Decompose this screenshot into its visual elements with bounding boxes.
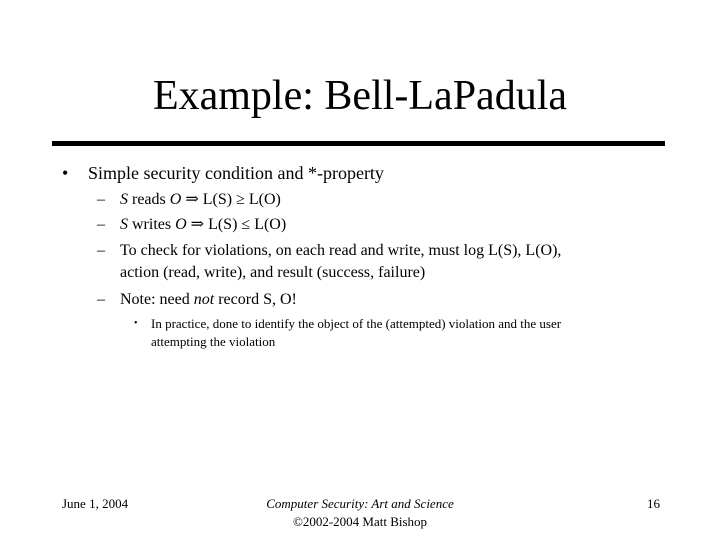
note-emphasis: not bbox=[193, 291, 215, 308]
sub-bullet-note bbox=[120, 289, 297, 311]
practice-note-line2: attempting the violation bbox=[151, 334, 276, 349]
writes-rule: ⇒ L(S) ≤ L(O) bbox=[186, 216, 287, 233]
note-suffix: record S, O! bbox=[214, 291, 297, 308]
bullet-dot: • bbox=[62, 163, 69, 183]
dash-marker: – bbox=[97, 191, 105, 208]
slide-title: Example: Bell-LaPadula bbox=[152, 73, 568, 119]
subject-symbol: S bbox=[120, 216, 128, 233]
footer-center bbox=[200, 495, 520, 531]
subject-symbol: S bbox=[120, 191, 128, 208]
reads-rule: ⇒ L(S) ≥ L(O) bbox=[181, 191, 281, 208]
small-bullet-dot: • bbox=[134, 318, 138, 329]
practice-note-line1: In practice, done to identify the object of the (attempted) violation and the user bbox=[151, 316, 562, 331]
footer-book-title: Computer Security: Art and Science bbox=[266, 496, 454, 511]
dash-marker: – bbox=[97, 242, 105, 259]
dash-marker: – bbox=[97, 291, 105, 308]
sub-bullet-violations-line2: action (read, write), and result (success, failure) bbox=[120, 264, 426, 281]
reads-word: reads bbox=[128, 191, 170, 208]
main-bullet-text: Simple security condition and *-property bbox=[88, 163, 384, 183]
object-symbol: O bbox=[169, 191, 182, 208]
footer-date: June 1, 2004 bbox=[62, 496, 129, 511]
writes-word: writes bbox=[128, 216, 176, 233]
dash-marker: – bbox=[97, 216, 105, 233]
sub-bullet-reads bbox=[120, 189, 281, 211]
title-divider bbox=[52, 141, 665, 146]
note-prefix: Note: need bbox=[120, 291, 194, 308]
sub-bullet-writes bbox=[120, 214, 286, 236]
footer-page-number: 16 bbox=[647, 496, 660, 511]
footer-copyright: ©2002-2004 Matt Bishop bbox=[292, 514, 428, 529]
object-symbol: O bbox=[175, 216, 187, 233]
sub-bullet-violations-line1: To check for violations, on each read and write, must log L(S), L(O), bbox=[120, 242, 562, 259]
